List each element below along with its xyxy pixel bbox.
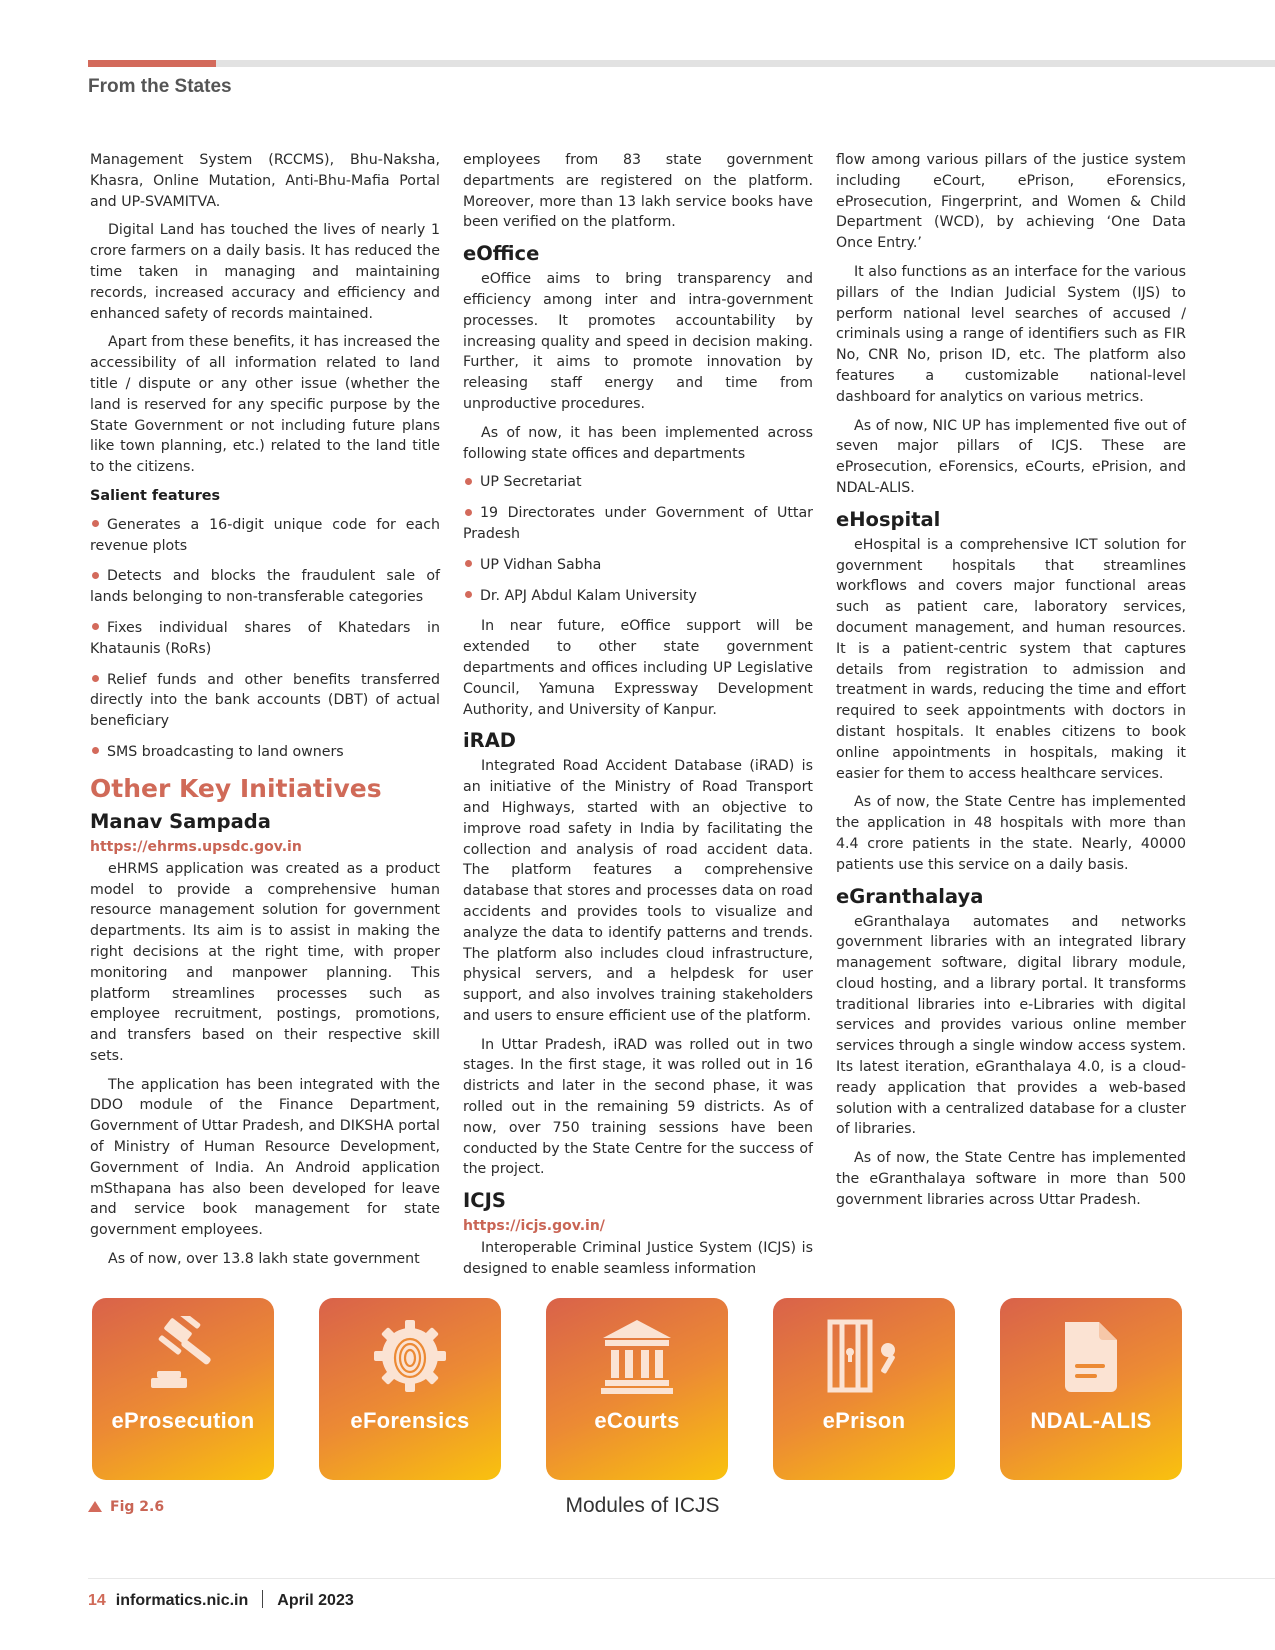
tile-eprison <box>773 1298 955 1480</box>
tile-eprosecution <box>92 1298 274 1480</box>
paragraph: eHospital is a comprehensive ICT solution for government hospitals that streamlines workflows and covers major functional areas such as patient care, laboratory services, document management, and human resources. It is a patient-centric system that captures details from registration to admission and treatment in wards, reducing the time and effort required to seek appointments with doctors in distant hospitals. It enables citizens to book online appointments in hospitals, making it easier for them to access healthcare services. <box>836 536 1186 782</box>
footer-date: April 2023 <box>277 1592 354 1609</box>
bullet-icon <box>92 675 99 682</box>
column-1 <box>90 150 440 1278</box>
paragraph: employees from 83 state government departments are registered on the platform. Moreover, more than 13 lakh service books have been verified on the platform. <box>463 152 813 231</box>
paragraph: Digital Land has touched the lives of nearly 1 crore farmers on a daily basis. It has reduced the time taken in managing and maintaining records, increased accuracy and efficiency and enhanced safety of records maintained. <box>90 222 440 322</box>
page-number: 14 <box>88 1592 106 1609</box>
ehrms-link[interactable]: https://ehrms.upsdc.gov.in <box>90 838 302 855</box>
column-2 <box>463 150 813 1288</box>
paragraph: In near future, eOffice support will be extended to other state government departments and offices including UP Legislative Council, Yamuna Expressway Development Authority, and University of Kanpur. <box>463 618 813 718</box>
figure-caption: Modules of ICJS <box>565 1494 720 1517</box>
paragraph: Management System (RCCMS), Bhu-Naksha, Khasra, Online Mutation, Anti-Bhu-Mafia Portal and UP-SVAMITVA. <box>90 152 440 210</box>
list-item: Generates a 16-digit unique code for each revenue plots <box>90 516 440 554</box>
paragraph: eOffice aims to bring transparency and efficiency among inter and intra-government processes. It promotes accountability by increasing quality and speed in decision making. Further, it aims to promote innovation by releasing staff energy and time from unproductive procedures. <box>463 271 813 412</box>
section-label: From the States <box>88 76 232 97</box>
irad-heading: iRAD <box>463 729 516 753</box>
other-initiatives-heading: Other Key Initiatives <box>90 773 382 803</box>
paragraph: Interoperable Criminal Justice System (ICJS) is designed to enable seamless information <box>463 1240 813 1278</box>
list-item: Detects and blocks the fraudulent sale of lands belonging to non-transferable categories <box>90 568 440 606</box>
paragraph: eHRMS application was created as a product model to provide a comprehensive human resource management solution for government departments. Its aim is to assist in making the right decisions at the right time, with proper monitoring and manpower planning. This platform streamlines processes such as employee recruitment, postings, promotions, and transfers based on their respective skill sets. <box>90 860 440 1064</box>
bullet-icon <box>92 572 99 579</box>
list-item: UP Vidhan Sabha <box>463 555 813 576</box>
bullet-icon <box>465 591 472 598</box>
tile-label: NDAL-ALIS <box>1030 1408 1152 1433</box>
list-item: 19 Directorates under Government of Uttar Pradesh <box>463 505 813 542</box>
figure-number: Fig 2.6 <box>88 1499 164 1515</box>
paragraph: As of now, NIC UP has implemented five out of seven major pillars of ICJS. These are eProsecution, eForensics, eCourts, ePrision, and NDAL-ALIS. <box>836 417 1186 496</box>
list-item: Dr. APJ Abdul Kalam University <box>463 586 813 607</box>
paragraph: As of now, the State Centre has implemented the application in 48 hospitals with more than 4.4 crore patients in the state. Nearly, 40000 patients use this service on a daily basis. <box>836 794 1186 873</box>
list-item: SMS broadcasting to land owners <box>90 742 440 763</box>
icjs-heading: ICJS <box>463 1189 506 1213</box>
paragraph: Integrated Road Accident Database (iRAD) is an initiative of the Ministry of Road Transport and Highways, started with an objective to improve road safety in India by facilitating the collection and analysis of road accident data. The platform features a comprehensive database that stores and processes data on road accidents and provides tools to visualize and analyze the data to identify patterns and trends. The platform also includes cloud infrastructure, physical servers, and a helpdesk for user support, and also involves training stakeholders and users to ensure efficient use of the platform. <box>463 758 813 1024</box>
tile-label: eProsecution <box>111 1408 255 1433</box>
icjs-modules-figure <box>92 1298 1184 1480</box>
paragraph: eGranthalaya automates and networks government libraries with an integrated library management software, digital library module, cloud hosting, and a library portal. It transforms traditional libraries into e-Libraries with digital services and provides various online member services through a single window access system. Its latest iteration, eGranthalaya 4.0, is a cloud-ready application that provides a web-based solution with a centralized database for a cluster of libraries. <box>836 913 1186 1138</box>
footer-site: informatics.nic.in <box>115 1592 249 1609</box>
bullet-icon <box>465 478 472 485</box>
column-3 <box>836 150 1186 1219</box>
paragraph: Apart from these benefits, it has increased the accessibility of all information related to land title / dispute or any other issue (whether the land is reserved for any specific purpose by the State Government or not including future plans like town planning, etc.) related to the land title to the citizens. <box>90 334 440 476</box>
list-item: UP Secretariat <box>463 472 813 493</box>
footer-rule <box>88 1578 1275 1579</box>
bullet-icon <box>92 623 99 630</box>
ehospital-heading: eHospital <box>836 507 941 531</box>
eoffice-heading: eOffice <box>463 242 540 266</box>
tile-eforensics <box>319 1298 501 1480</box>
footer <box>88 1590 354 1610</box>
paragraph: In Uttar Pradesh, iRAD was rolled out in two stages. In the first stage, it was rolled out in 16 districts and later in the second phase, it was rolled out in the remaining 59 districts. As of now, over 750 training sessions have been conducted by the State Centre for the success of the project. <box>463 1036 813 1178</box>
tile-label: eForensics <box>350 1408 470 1433</box>
salient-features-heading: Salient features <box>90 487 221 504</box>
egranthalaya-heading: eGranthalaya <box>836 884 984 908</box>
bullet-icon <box>92 520 99 527</box>
bullet-icon <box>465 509 472 516</box>
gavel-icon <box>143 1316 223 1396</box>
bullet-icon <box>92 747 99 754</box>
tile-label: eCourts <box>594 1408 680 1433</box>
bullet-icon <box>465 560 472 567</box>
courthouse-icon <box>597 1316 677 1396</box>
paragraph: It also functions as an interface for the various pillars of the Indian Judicial System (IJS) to perform national level searches of accused / criminals using a range of identifiers such as FIR No, CNR No, prison ID, etc. The platform also features a customizable national-level dashboard for analytics on various metrics. <box>836 263 1186 405</box>
triangle-icon <box>88 1501 102 1512</box>
footer-separator <box>262 1590 263 1608</box>
header-rule <box>88 60 1275 67</box>
paragraph: As of now, over 13.8 lakh state government <box>108 1251 420 1268</box>
icjs-link[interactable]: https://icjs.gov.in/ <box>463 1218 605 1235</box>
fingerprint-gear-icon <box>370 1316 450 1396</box>
salient-features-list <box>90 515 440 763</box>
paragraph: As of now, the State Centre has implemented the eGranthalaya software in more than 500 government libraries across Uttar Pradesh. <box>836 1150 1186 1208</box>
tile-ecourts <box>546 1298 728 1480</box>
list-item: Fixes individual shares of Khatedars in Khataunis (RoRs) <box>90 619 440 657</box>
document-icon <box>1051 1316 1131 1396</box>
tile-label: ePrison <box>822 1408 906 1433</box>
prison-cell-icon <box>824 1316 904 1396</box>
header-accent-rule <box>88 60 216 67</box>
paragraph: flow among various pillars of the justice system including eCourt, ePrison, eForensics, eProsecution, Fingerprint, and Women & Child Department (WCD), by achieving ‘One Data Once Entry.’ <box>836 152 1186 252</box>
eoffice-offices-list <box>463 472 813 606</box>
manav-sampada-heading: Manav Sampada <box>90 809 271 833</box>
paragraph: As of now, it has been implemented across following state offices and departments <box>463 424 813 462</box>
tile-ndal-alis <box>1000 1298 1182 1480</box>
list-item: Relief funds and other benefits transferred directly into the bank accounts (DBT) of actual beneficiary <box>90 671 440 730</box>
paragraph: The application has been integrated with the DDO module of the Finance Department, Government of Uttar Pradesh, and DIKSHA portal of Ministry of Human Resource Development, Government of India. An Android application mSthapana has also been developed for leave and service book management for state government employees. <box>90 1076 440 1239</box>
